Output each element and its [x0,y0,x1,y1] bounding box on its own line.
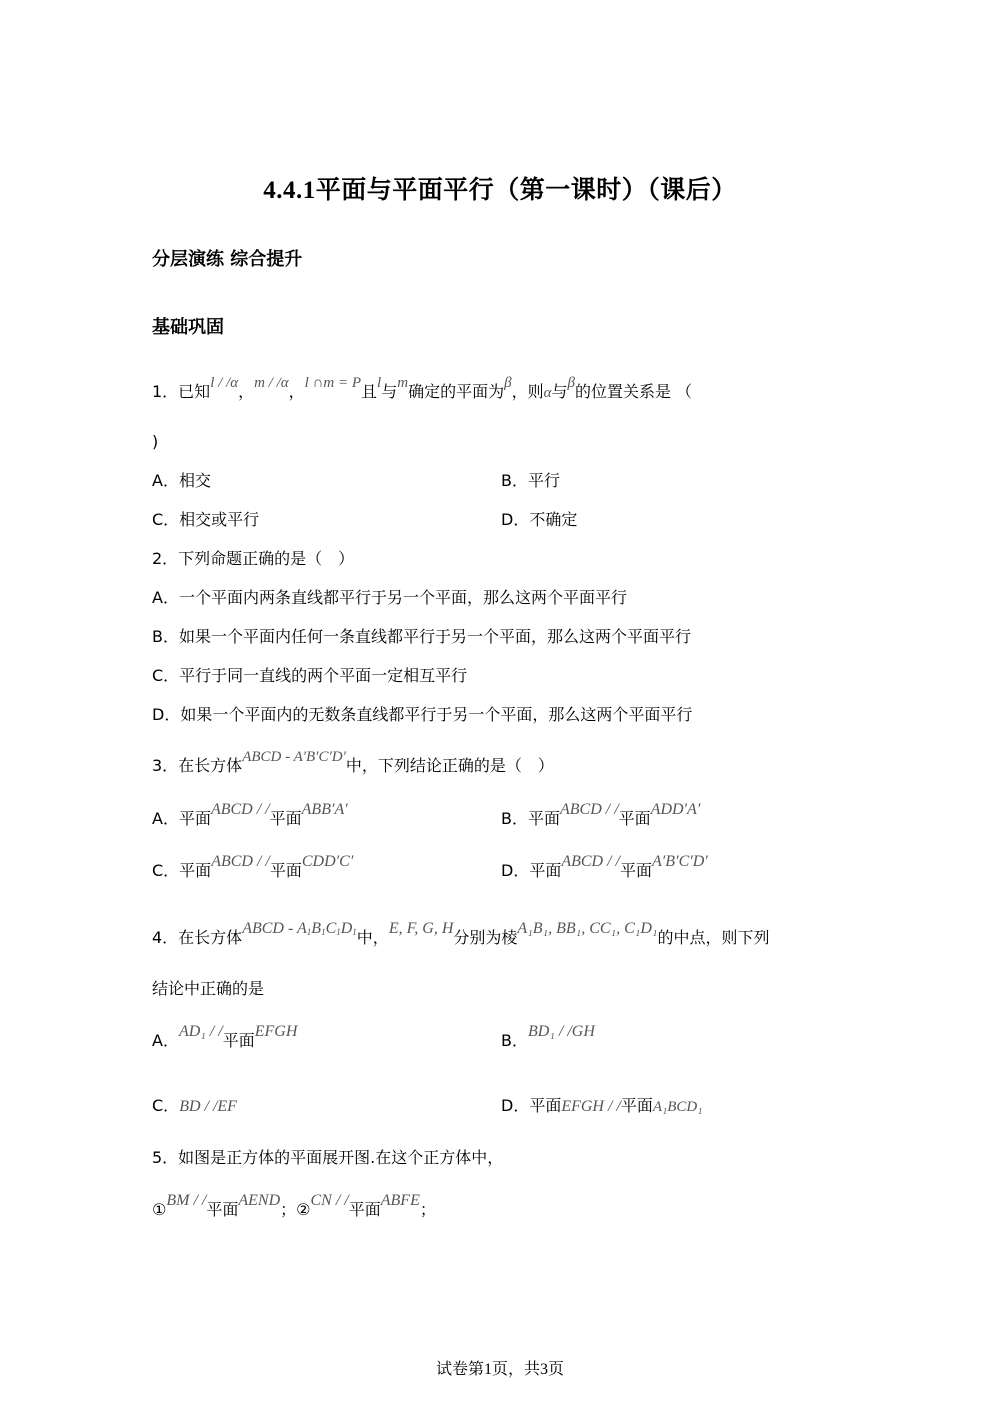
math-expr: ADD′A′ [650,801,701,818]
math-expr: m [397,375,409,391]
option-b: B．如果一个平面内任何一条直线都平行于另一个平面，那么这两个平面平行 [152,627,691,646]
math-expr: l [377,375,382,391]
page-footer: 试卷第1页，共3页 [435,1359,565,1378]
option-c: C．平面ABCD / /平面CDD′C′ [152,853,354,880]
option-b: B．平行 [501,471,560,490]
option-a: A．平面ABCD / /平面ABB′A′ [152,801,348,828]
math-expr: E, F, G, H [388,920,454,937]
math-expr: m / /α [254,375,289,391]
math-expr: CDD′C′ [301,853,354,870]
option-b: B．平面ABCD / /平面ADD′A′ [501,801,701,828]
question-2-stem: 2．下列命题正确的是（ ） [152,549,355,568]
math-expr: AEND [238,1192,281,1209]
math-expr: ABCD / / [561,853,620,870]
math-expr: CN / / [310,1192,349,1209]
math-expr: BD₁ / /GH [527,1023,595,1040]
math-expr: EFGH [254,1023,298,1040]
question-1-close: ) [152,432,159,451]
math-expr: ABCD / / [211,853,270,870]
math-expr: BD / /EF [179,1098,237,1115]
math-expr: A′B′C′D′ [652,853,708,870]
math-expr: ABCD - $A_1B_1C_1D_1$ [242,920,357,937]
section-heading: 分层演练 综合提升 [152,249,303,270]
math-expr: ABCD / / [210,801,270,818]
math-expr: A₁BCD₁ [652,1099,703,1115]
question-1-stem: 1．已知l / /α，m / /α，l ∩m = P且l与m确定的平面为β，则α与β的位置关系是 （ [152,375,693,401]
question-5-stem: 5．如图是正方体的平面展开图.在这个正方体中， [152,1148,504,1167]
question-5-statements: ①BM / /平面AEND；②CN / /平面ABFE； [152,1192,436,1219]
option-d: D．不确定 [501,510,578,529]
math-expr: ABFE [380,1192,420,1209]
question-4-stem: 4．在长方体ABCD - $A_1B_1C_1D_1$中，E, F, G, H分别为棱A₁B₁, BB₁, CC₁, C₁D₁的中点，则下列 [152,920,770,947]
option-d: D．平面ABCD / /平面A′B′C′D′ [501,853,708,880]
option-b: B．BD₁ / /GH [501,1023,595,1050]
question-3-stem: 3．在长方体ABCD - A′B′C′D′中，下列结论正确的是（ ） [152,749,554,775]
math-expr: A₁B₁, BB₁, CC₁, C₁D₁ [517,920,658,937]
math-expr: ABCD - A′B′C′D′ [242,749,346,765]
option-a: A．相交 [152,471,211,490]
math-expr: α [543,385,552,401]
option-a: A．AD₁ / /平面EFGH [152,1023,298,1050]
math-expr: AD₁ / / [178,1023,223,1040]
math-expr: ABCD / / [559,801,619,818]
math-expr: EFGH / / [561,1098,621,1115]
option-c: C．相交或平行 [152,510,260,529]
math-expr: BM / / [166,1192,207,1209]
document-title: 4.4.1平面与平面平行（第一课时）（课后） [263,175,737,204]
math-expr: l / /α [210,375,239,391]
math-expr: β [504,375,512,391]
math-expr: l ∩m = P [304,375,362,391]
option-d: D．平面EFGH / /平面A₁BCD₁ [501,1096,703,1115]
option-c: C．平行于同一直线的两个平面一定相互平行 [152,666,468,685]
question-4-continuation: 结论中正确的是 [152,979,265,998]
math-expr: ABB′A′ [301,801,348,818]
option-a: A．一个平面内两条直线都平行于另一个平面，那么这两个平面平行 [152,588,627,607]
option-d: D．如果一个平面内的无数条直线都平行于另一个平面，那么这两个平面平行 [152,705,693,724]
math-expr: β [567,375,575,391]
section-heading: 基础巩固 [152,317,224,338]
option-c: C．BD / /EF [152,1096,237,1115]
